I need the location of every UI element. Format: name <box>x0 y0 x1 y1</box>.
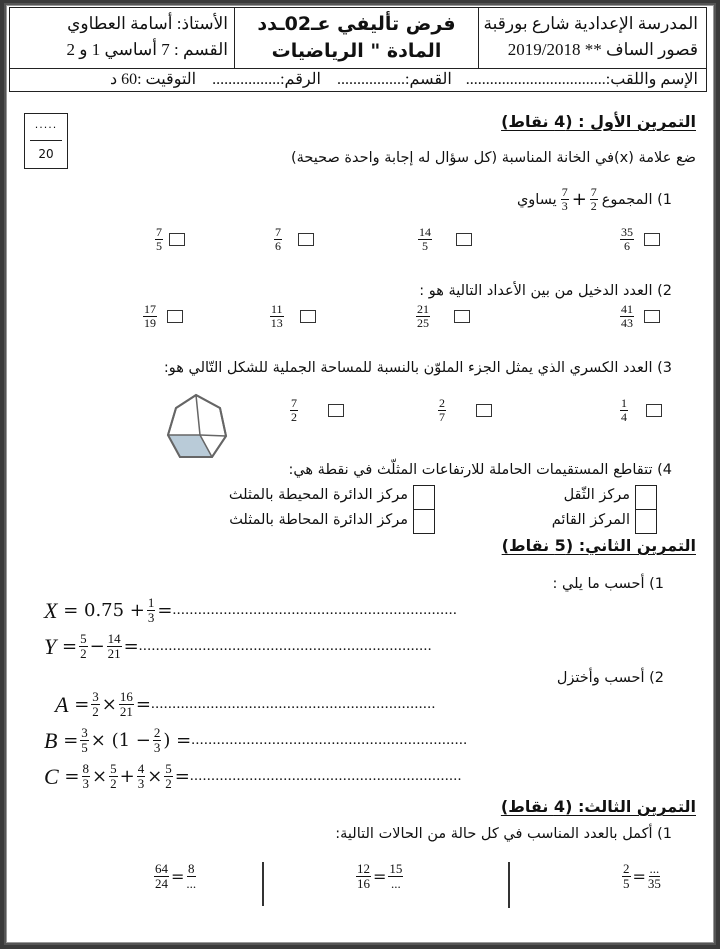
checkbox[interactable] <box>644 310 660 323</box>
answer-blank-Y[interactable]: ..................................................................... <box>138 638 433 654</box>
q1-expression: $\frac{7}{3}$ + $\frac{7}{2}$ <box>561 185 597 213</box>
q4-checkbox-4[interactable] <box>413 509 435 534</box>
expr-C: C = $\frac{8}{3}$ × $\frac{5}{2}$ + $\frac{4}{3}$ × $\frac{5}{2}$ = ................................................................ <box>44 761 462 791</box>
q4-checkbox-1[interactable] <box>635 485 657 510</box>
heptagon-figure <box>164 393 234 459</box>
q1-option-2[interactable]: $\frac{14}{5}$ <box>418 226 472 253</box>
exam-header <box>9 7 707 92</box>
checkbox[interactable] <box>169 233 185 246</box>
class-level: القسم : 7 أساسي 1 و 2 <box>66 40 228 59</box>
q4-option-circumcenter: مركز الدائرة المحيطة بالمثلث <box>228 487 408 503</box>
checkbox[interactable] <box>167 310 183 323</box>
q1-option-1[interactable]: $\frac{35}{6}$ <box>620 226 660 253</box>
q2-option-2[interactable]: $\frac{21}{25}$ <box>416 303 470 330</box>
checkbox[interactable] <box>476 404 492 417</box>
exercise1-instruction: ضع علامة (x)في الخانة المناسبة (كل سؤال له إجابة واحدة صحيحة) <box>290 150 696 166</box>
q3-option-2[interactable]: $\frac{2}{7}$ <box>438 397 492 424</box>
q2-option-1[interactable]: $\frac{41}{43}$ <box>620 303 660 330</box>
ex3-blank-2[interactable]: $\frac{15}{...}$ <box>389 861 403 891</box>
checkbox[interactable] <box>328 404 344 417</box>
q1-option-3[interactable]: $\frac{7}{6}$ <box>274 226 314 253</box>
exercise1-heading: التمرين الأول : (4 نقاط) <box>501 112 696 131</box>
checkbox[interactable] <box>454 310 470 323</box>
school-name: المدرسة الإعدادية شارع بورقبة <box>483 14 698 33</box>
q2-prompt: 2) العدد الدخيل من بين الأعداد التالية هو : <box>419 283 672 299</box>
exercise2-heading: التمرين الثاني: (5 نقاط) <box>501 536 696 555</box>
answer-blank-X[interactable]: ................................................................... <box>172 602 458 618</box>
checkbox[interactable] <box>644 233 660 246</box>
answer-blank-C[interactable]: ................................................................ <box>189 768 462 784</box>
class-field[interactable]: القسم:................. <box>337 71 452 88</box>
q3-option-1[interactable]: $\frac{1}{4}$ <box>620 397 662 424</box>
q4-checkbox-2[interactable] <box>635 509 657 534</box>
q3-prompt: 3) العدد الكسري الذي يمثل الجزء الملوّن بالنسبة للمساحة الجملية للشكل التّالي هو: <box>163 360 672 376</box>
divider <box>508 862 510 908</box>
teacher-info <box>10 8 236 68</box>
ex3-blank-1[interactable]: $\frac{...}{35}$ <box>647 861 661 891</box>
exercise3-heading: التمرين الثالث: (4 نقاط) <box>500 797 696 816</box>
q4-option-incenter: مركز الدائرة المحاطة بالمثلث <box>229 512 408 528</box>
q1-suffix: يساوي <box>516 191 557 208</box>
q2-option-4[interactable]: $\frac{17}{19}$ <box>143 303 183 330</box>
checkbox[interactable] <box>300 310 316 323</box>
q4-prompt: 4) تتقاطع المستقيمات الحاملة للارتفاعات المثلّث في نقطة هي: <box>288 462 672 478</box>
answer-blank-A[interactable]: ................................................................... <box>150 696 436 712</box>
checkbox[interactable] <box>646 404 662 417</box>
checkbox[interactable] <box>298 233 314 246</box>
q1-prompt <box>517 186 672 213</box>
checkbox[interactable] <box>456 233 472 246</box>
answer-blank-B[interactable]: ................................................................. <box>191 732 468 748</box>
q1-option-4[interactable]: $\frac{7}{5}$ <box>155 226 185 253</box>
q4-option-centroid: مركز الثّقل <box>563 487 630 503</box>
score-total: 20 <box>38 147 54 161</box>
expr-X: X = 0.75 + $\frac{1}{3}$ = ................................................................... <box>44 595 458 625</box>
exam-title <box>234 8 478 68</box>
name-field[interactable]: الإسم واللقب:................................... <box>465 71 698 88</box>
ex3-blank-3[interactable]: $\frac{8}{...}$ <box>186 861 197 891</box>
exam-title-line1: فرض تأليفي عـ02ـدد <box>257 13 456 35</box>
teacher-name: الأستاذ: أسامة العطاوي <box>67 14 228 33</box>
exercise2-part2: 2) أحسب وأختزل <box>556 670 664 686</box>
score-blank: ..... <box>30 114 62 141</box>
expr-B: B = $\frac{3}{5}$ × (1 − $\frac{2}{3}$ ) = ................................................................. <box>44 725 468 755</box>
number-field[interactable]: الرقم:................. <box>212 71 321 88</box>
q1-prefix: 1) المجموع <box>601 191 672 208</box>
duration-label: التوقيت :60 د <box>109 71 197 88</box>
ex3-item-1: $\frac{2}{5}$ = $\frac{...}{35}$ <box>623 861 661 891</box>
exercise3-instruction: 1) أكمل بالعدد المناسب في كل حالة من الحالات التالية: <box>335 826 672 842</box>
q4-checkbox-3[interactable] <box>413 485 435 510</box>
exam-subject: المادة " الرياضيات <box>271 40 442 62</box>
divider <box>262 862 264 906</box>
exercise2-part1: 1) أحسب ما يلي : <box>552 576 664 592</box>
expr-A: A = $\frac{3}{2}$ × $\frac{16}{21}$ = ................................................................... <box>55 689 436 719</box>
q2-option-3[interactable]: $\frac{11}{13}$ <box>270 303 316 330</box>
student-fields <box>10 68 706 92</box>
score-box[interactable] <box>24 113 68 169</box>
expr-Y: Y = $\frac{5}{2}$ − $\frac{14}{21}$ = ..................................................................... <box>44 631 433 661</box>
q3-option-3[interactable]: $\frac{7}{2}$ <box>290 397 344 424</box>
ex3-item-2: $\frac{12}{16}$ = $\frac{15}{...}$ <box>357 861 403 891</box>
q4-option-orthocenter: المركز القائم <box>551 512 630 528</box>
school-info <box>478 8 706 68</box>
ex3-item-3: $\frac{64}{24}$ = $\frac{8}{...}$ <box>155 861 197 891</box>
school-year: قصور الساف ** 2019/2018 <box>507 40 698 59</box>
